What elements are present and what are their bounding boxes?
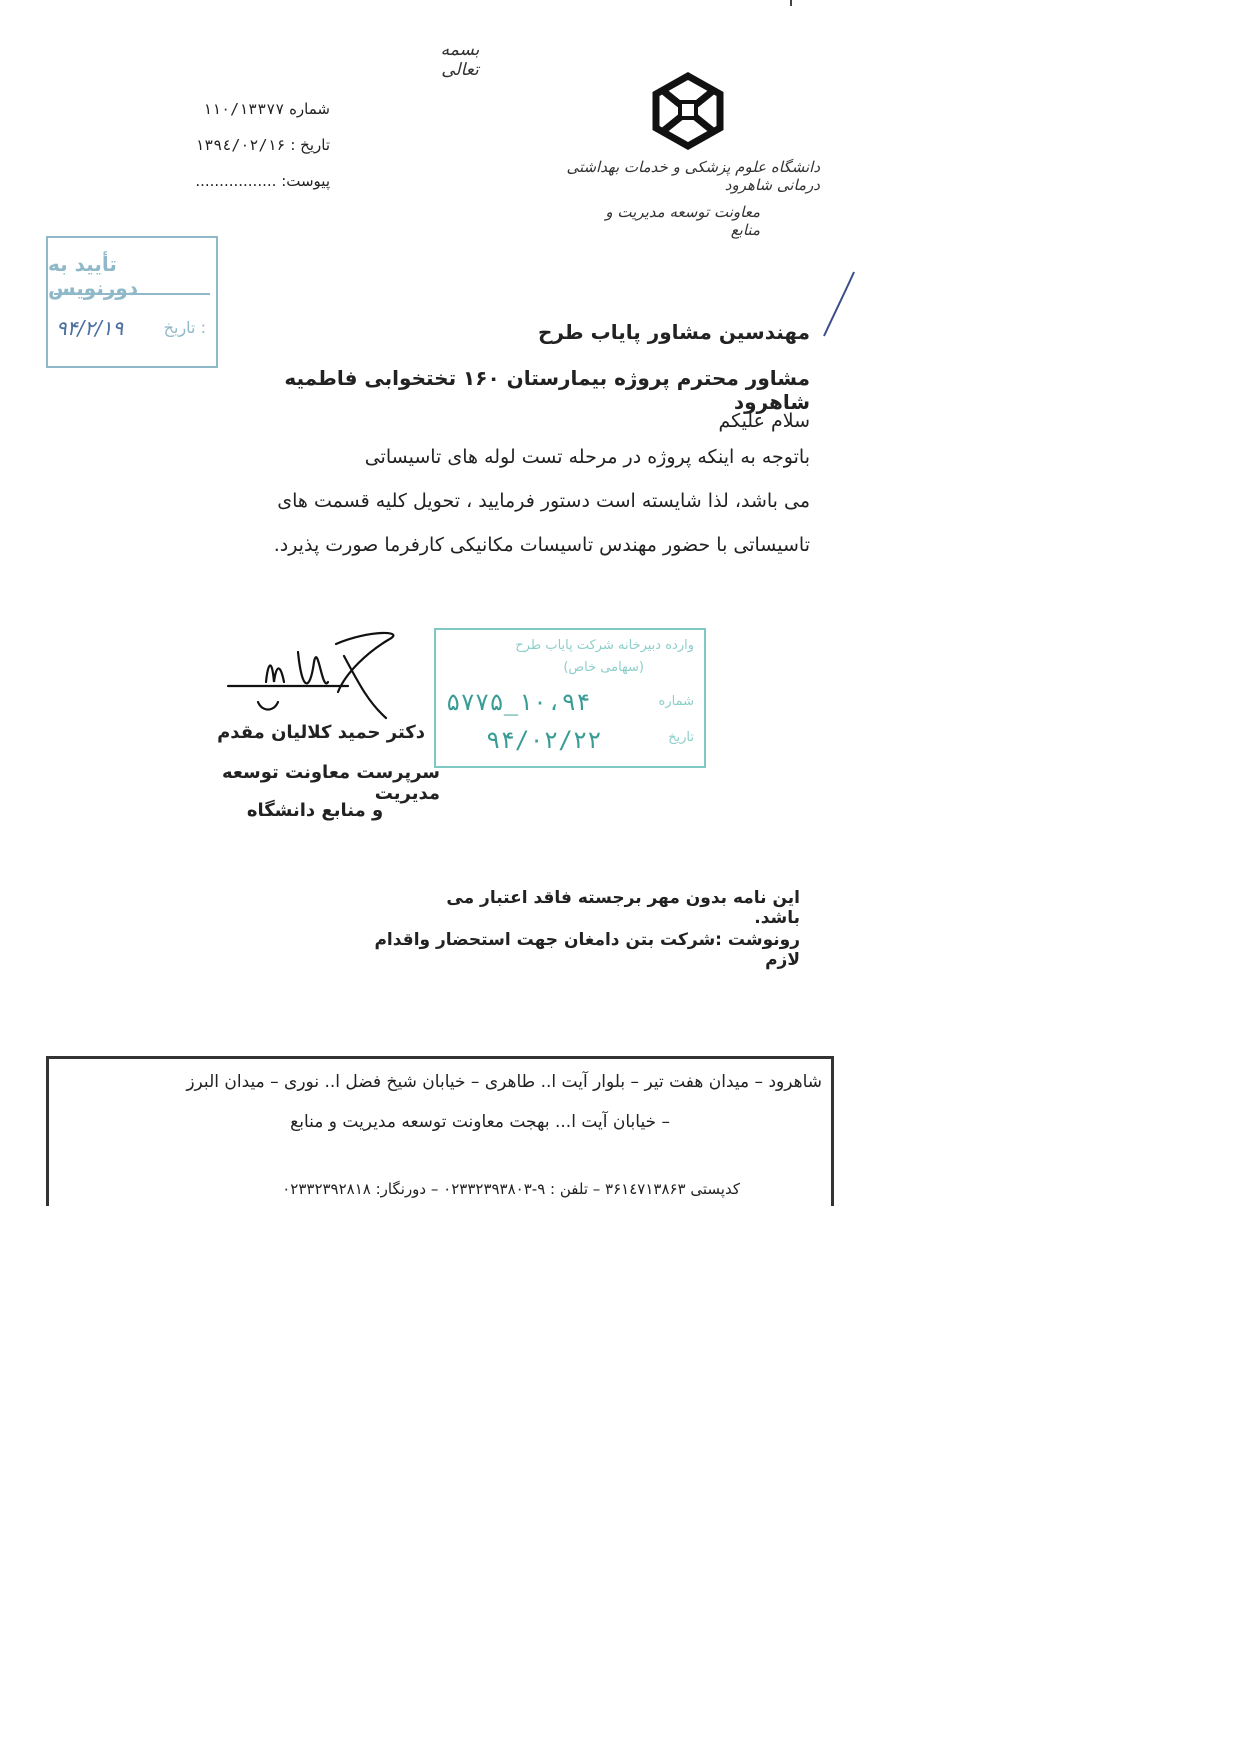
invocation: بسمه تعالی [440,40,480,80]
greeting: سلام علیکم [718,410,810,432]
footer-address-line-1: شاهرود – میدان هفت تیر – بلوار آیت ا.. طاهری – خیابان شیخ فضل ا.. نوری – میدان البرز [186,1072,822,1092]
fax-confirmation-stamp [46,236,218,368]
recipient-line-1: مهندسین مشاور پایاب طرح [537,320,810,344]
signer-title-line-2: و منابع دانشگاه [246,800,384,821]
validity-note: این نامه بدون مهر برجسته فاقد اعتبار می باشد. [446,888,800,928]
signature [218,622,418,722]
company-stamp-date-value: ۹۴/۰۲/۲۲ [486,726,602,754]
fax-stamp-divider [54,293,210,295]
footer-address-line-2: – خیابان آیت ا... بهجت معاونت توسعه مدیریت و منابع [290,1112,670,1132]
company-receipt-stamp [434,628,706,768]
letter-number-value: ۱۱۰/۱۳۳۷۷ [203,100,285,118]
fax-stamp-date-value: ۹۴/۲/۱۹ [56,316,124,340]
scan-mark [790,0,792,6]
fax-stamp-date-label: تاریخ : [163,318,206,337]
pen-mark [818,270,858,340]
company-stamp-number-label: شماره [658,694,694,709]
body-line-2: می باشد، لذا شایسته است دستور فرمایید ، تحویل کلیه قسمت های [277,490,810,512]
signer-name: دکتر حمید کلالیان مقدم [217,722,425,743]
university-name: دانشگاه علوم پزشکی و خدمات بهداشتی درمانی شاهرود [566,158,820,194]
department-name: معاونت توسعه مدیریت و منابع [605,203,760,239]
letter-date-value: ۱۳۹٤/۰۲/۱۶ [195,136,286,154]
company-stamp-date-label: تاریخ [668,730,694,745]
company-stamp-subtitle: (سهامی خاص) [563,660,644,675]
company-stamp-number-value: ۱۰،۹۴_۵۷۷۵ [446,688,591,716]
fax-stamp-title: تأیید به دورنویس [48,252,139,300]
signer-title-line-1: سرپرست معاونت توسعه مدیریت [221,762,440,804]
letter-date-label: تاریخ : [290,136,330,154]
body-line-1: باتوجه به اینکه پروژه در مرحله تست لوله های تاسیساتی [364,446,810,468]
body-line-3: تاسیساتی با حضور مهندس تاسیسات مکانیکی کارفرما صورت پذیرد. [273,534,810,556]
company-stamp-title: وارده دبیرخانه شرکت پایاب طرح [515,638,694,653]
carbon-copy-note: رونوشت :شرکت بتن دامغان جهت استحضار واقدام لازم [374,930,800,970]
letter-number [150,100,330,118]
letter-number-label: شماره [289,100,330,118]
letter-attachment [150,172,330,190]
university-logo [648,72,728,150]
letter-date [150,136,330,154]
footer-contact: کدپستی ۳۶۱٤۷۱۳۸۶۳ – تلفن : ۹-۰۲۳۳۲۳۹۳۸۰۳ – دورنگار: ۰۲۳۳۲۳۹۲۸۱۸ [282,1180,740,1198]
letter-attachment-label: پیوست: [281,172,330,190]
recipient-line-2: مشاور محترم پروژه بیمارستان ۱۶۰ تختخوابی فاطمیه شاهرود [284,366,810,414]
letter-attachment-value: ................. [195,172,277,190]
